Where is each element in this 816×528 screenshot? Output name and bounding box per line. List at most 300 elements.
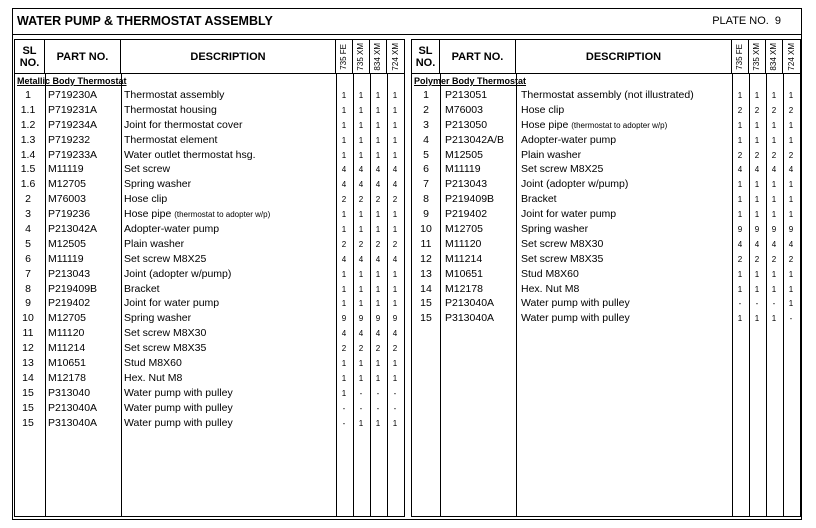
description-text: Spring washer: [521, 223, 589, 236]
qty-cell: 1: [358, 359, 364, 369]
description-text: Water pump with pulley: [521, 312, 630, 325]
part-no-cell: M76003: [48, 193, 86, 206]
part-no-cell: M12505: [48, 237, 86, 250]
qty-cell: 1: [754, 195, 760, 205]
model-header-735fe: 735 FE: [732, 40, 749, 73]
model-header-724xm: 724 XM: [390, 42, 400, 71]
part-no-cell: M11214: [445, 252, 483, 265]
qty-cell: 1: [392, 269, 398, 279]
qty-cell: 1: [771, 269, 777, 279]
qty-cell: 2: [392, 239, 398, 249]
table-row: [15, 103, 404, 118]
sl-cell: 1.4: [20, 148, 36, 161]
description-cell: [124, 402, 233, 414]
part-no-cell: P719236: [48, 208, 91, 221]
qty-cell: 4: [375, 180, 381, 190]
qty-cell: 2: [392, 344, 398, 354]
sl-cell: 11: [22, 327, 34, 340]
description-cell: [124, 342, 206, 354]
description-cell: [124, 223, 219, 235]
sl-cell: 10: [420, 223, 432, 236]
table-row: [412, 222, 800, 237]
qty-cell: 1: [771, 135, 777, 145]
qty-cell: 4: [771, 165, 777, 175]
description-header: DESCRIPTION: [121, 40, 336, 73]
table-row: [15, 177, 404, 192]
qty-cell: 1: [737, 120, 743, 130]
sl-cell: 7: [25, 267, 31, 280]
qty-cell: 4: [788, 239, 794, 249]
table-row: [15, 311, 404, 326]
qty-cell: 4: [737, 239, 743, 249]
table-row: [15, 133, 404, 148]
table-row: [412, 148, 800, 163]
sl-cell: 1.6: [20, 178, 36, 191]
table-row: [15, 148, 404, 163]
qty-cell: 1: [754, 284, 760, 294]
left-table-header: [15, 40, 404, 74]
part-no-cell: P213042A/B: [445, 133, 504, 146]
table-row: [15, 386, 404, 401]
qty-cell: 1: [788, 299, 794, 309]
qty-cell: 1: [392, 105, 398, 115]
qty-cell: -: [738, 299, 742, 309]
qty-cell: 1: [392, 91, 398, 100]
sl-cell: 1: [423, 89, 429, 101]
qty-cell: 1: [341, 150, 347, 160]
qty-cell: 1: [754, 269, 760, 279]
part-no-cell: M11119: [445, 163, 481, 176]
qty-cell: 1: [341, 225, 347, 235]
qty-cell: 1: [341, 210, 347, 220]
part-no-cell: P719231A: [48, 103, 98, 116]
qty-cell: 4: [341, 254, 347, 264]
part-no-cell: M11119: [48, 163, 84, 176]
sl-cell: 9: [25, 297, 31, 310]
section-title-metallic: Metallic Body Thermostat: [17, 76, 127, 86]
table-row: [412, 252, 800, 267]
sl-cell: 13: [22, 357, 34, 370]
part-no-header: PART NO.: [440, 40, 516, 73]
description-text: Hose pipe: [124, 208, 172, 221]
sl-cell: 1.5: [20, 163, 36, 176]
sl-cell: 14: [22, 371, 34, 384]
sl-cell: 12: [420, 252, 432, 265]
qty-cell: 4: [754, 239, 760, 249]
part-no-cell: M11214: [48, 342, 86, 355]
qty-cell: 1: [358, 284, 364, 294]
description-text: Joint (adopter w/pump): [521, 178, 629, 191]
qty-cell: -: [789, 314, 793, 324]
qty-cell: 1: [392, 299, 398, 309]
qty-cell: 1: [392, 359, 398, 369]
description-text: Water pump with pulley: [124, 401, 233, 414]
qty-cell: 1: [392, 225, 398, 235]
part-no-cell: M12705: [48, 312, 86, 325]
description-text: Thermostat assembly: [124, 89, 225, 101]
qty-cell: 1: [392, 373, 398, 383]
description-cell: [521, 178, 628, 190]
description-text: Adopter-water pump: [124, 223, 220, 236]
table-row: [15, 416, 404, 431]
qty-cell: 4: [392, 254, 398, 264]
part-no-cell: M11120: [445, 237, 482, 250]
qty-cell: 9: [392, 314, 398, 324]
sl-cell: 10: [22, 312, 34, 325]
qty-cell: 1: [754, 120, 760, 130]
qty-cell: 1: [392, 418, 398, 428]
description-cell: [124, 89, 224, 101]
qty-cell: 4: [392, 165, 398, 175]
part-no-cell: M11119: [48, 252, 84, 265]
part-no-cell: M11120: [48, 327, 85, 340]
description-text: Water pump with pulley: [521, 297, 630, 310]
qty-cell: 1: [375, 135, 381, 145]
table-row: [15, 341, 404, 356]
table-row: [412, 177, 800, 192]
plate-value: 9: [774, 15, 781, 27]
qty-cell: 1: [737, 91, 743, 100]
qty-cell: 1: [341, 269, 347, 279]
qty-cell: 4: [341, 329, 347, 339]
qty-cell: 9: [341, 314, 347, 324]
qty-cell: 1: [375, 91, 381, 100]
description-text: Hex. Nut M8: [124, 371, 183, 384]
qty-cell: 4: [737, 165, 743, 175]
qty-cell: 4: [341, 180, 347, 190]
qty-cell: 1: [737, 135, 743, 145]
qty-cell: 1: [375, 105, 381, 115]
table-row: [15, 162, 404, 177]
part-no-cell: M12178: [445, 282, 483, 295]
qty-cell: 2: [341, 344, 347, 354]
description-text: Hex. Nut M8: [521, 282, 580, 295]
qty-cell: 1: [737, 195, 743, 205]
table-row: [412, 237, 800, 252]
qty-cell: -: [772, 299, 776, 309]
description-text: Joint (adopter w/pump): [124, 267, 232, 280]
qty-cell: 1: [375, 269, 381, 279]
description-cell: [124, 297, 219, 309]
qty-cell: 1: [788, 91, 794, 100]
description-text: Set screw M8X35: [124, 342, 207, 355]
part-no-cell: P219409B: [48, 282, 98, 295]
description-text: Thermostat assembly (not illustrated): [521, 89, 694, 101]
sl-cell: 8: [25, 282, 31, 295]
qty-cell: 1: [358, 91, 364, 100]
part-no-cell: P719233A: [48, 148, 98, 161]
right-rows: [412, 88, 800, 326]
description-cell: [124, 372, 182, 384]
description-cell: [124, 104, 217, 116]
left-rows: [15, 88, 404, 430]
left-table: [14, 39, 405, 517]
qty-cell: 9: [771, 225, 777, 235]
qty-cell: 1: [737, 284, 743, 294]
description-cell: [521, 238, 603, 250]
qty-cell: -: [376, 388, 380, 398]
qty-cell: 1: [375, 225, 381, 235]
qty-cell: 1: [341, 388, 347, 398]
description-cell: [521, 89, 694, 101]
sl-cell: 9: [423, 208, 429, 221]
description-cell: [124, 119, 242, 131]
part-no-cell: P719234A: [48, 118, 98, 131]
qty-cell: 2: [358, 344, 364, 354]
qty-cell: 1: [392, 210, 398, 220]
qty-cell: 1: [737, 269, 743, 279]
table-row: [412, 162, 800, 177]
sl-cell: 3: [423, 118, 429, 131]
plate-number: [706, 15, 781, 27]
sl-cell: 15: [22, 386, 34, 399]
qty-cell: 4: [375, 254, 381, 264]
description-cell: [124, 193, 167, 205]
qty-cell: 2: [375, 195, 381, 205]
page-title: WATER PUMP & THERMOSTAT ASSEMBLY: [17, 14, 273, 28]
part-no-cell: M12178: [48, 371, 86, 384]
qty-cell: 9: [754, 225, 760, 235]
model-header-735xm: 735 XM: [749, 40, 766, 73]
qty-cell: 2: [771, 105, 777, 115]
sl-cell: 2: [25, 193, 31, 206]
part-no-cell: M12705: [48, 178, 86, 191]
table-row: [412, 88, 800, 103]
table-row: [15, 296, 404, 311]
section-title-polymer: Polymer Body Thermostat: [414, 76, 527, 86]
qty-cell: 1: [788, 269, 794, 279]
qty-cell: 1: [375, 418, 381, 428]
model-header-735fe: 735 FE: [336, 40, 353, 73]
qty-cell: 1: [392, 150, 398, 160]
sl-cell: 1.1: [20, 103, 36, 116]
qty-cell: 1: [341, 105, 347, 115]
part-no-cell: M10651: [445, 267, 483, 280]
qty-cell: 2: [771, 254, 777, 264]
description-text: Hose clip: [521, 103, 565, 116]
plate-frame: [12, 8, 802, 520]
part-no-cell: M10651: [48, 357, 86, 370]
qty-cell: 1: [771, 180, 777, 190]
description-text: Thermostat housing: [124, 103, 217, 116]
qty-cell: 2: [771, 150, 777, 160]
sl-cell: 7: [423, 178, 429, 191]
description-cell: [124, 208, 270, 220]
qty-cell: 1: [358, 150, 364, 160]
qty-cell: -: [359, 403, 363, 413]
qty-cell: 4: [358, 165, 364, 175]
part-no-cell: P213042A: [48, 223, 98, 236]
sl-cell: 6: [423, 163, 429, 176]
qty-cell: 4: [358, 254, 364, 264]
qty-cell: 1: [771, 314, 777, 324]
part-no-cell: P213040A: [445, 297, 495, 310]
qty-cell: 2: [788, 254, 794, 264]
qty-cell: 1: [754, 135, 760, 145]
right-table: [411, 39, 801, 517]
sl-cell: 15: [420, 297, 432, 310]
qty-cell: 2: [358, 195, 364, 205]
qty-cell: 9: [375, 314, 381, 324]
sl-header: SL NO.: [15, 40, 45, 73]
part-no-cell: P313040A: [445, 312, 495, 325]
qty-cell: 1: [341, 359, 347, 369]
qty-cell: 1: [341, 284, 347, 294]
table-row: [15, 252, 404, 267]
qty-cell: 9: [358, 314, 364, 324]
description-cell: [521, 223, 588, 235]
part-no-header: PART NO.: [45, 40, 121, 73]
description-cell: [124, 253, 206, 265]
description-cell: [521, 149, 581, 161]
qty-cell: 1: [754, 314, 760, 324]
model-header-724xm: 724 XM: [786, 42, 796, 71]
description-cell: [124, 178, 191, 190]
description-cell: [124, 327, 206, 339]
qty-cell: -: [359, 388, 363, 398]
part-no-cell: P313040: [48, 386, 91, 399]
description-cell: [521, 297, 630, 309]
description-cell: [124, 417, 233, 429]
description-cell: [521, 134, 616, 146]
sl-cell: 1: [25, 89, 31, 101]
plate-label: PLATE NO.: [712, 15, 769, 27]
qty-cell: 4: [358, 329, 364, 339]
qty-cell: 1: [358, 225, 364, 235]
description-cell: [521, 104, 564, 116]
qty-cell: 1: [754, 91, 760, 100]
part-no-cell: P219402: [48, 297, 91, 310]
table-row: [15, 371, 404, 386]
sl-cell: 4: [25, 223, 31, 236]
qty-cell: 1: [754, 210, 760, 220]
description-text: Hose pipe: [521, 118, 569, 131]
description-cell: [124, 268, 231, 280]
table-row: [412, 207, 800, 222]
part-no-cell: P213051: [445, 89, 488, 101]
right-table-header: [412, 40, 800, 74]
part-no-cell: M76003: [445, 103, 483, 116]
description-text: Adopter-water pump: [521, 133, 617, 146]
table-row: [15, 192, 404, 207]
sl-cell: 5: [423, 148, 429, 161]
description-text: Hose clip: [124, 193, 168, 206]
qty-cell: 2: [788, 105, 794, 115]
description-note: (thermostat to adopter w/p): [174, 210, 271, 220]
qty-cell: 1: [341, 373, 347, 383]
sl-cell: 1.3: [20, 133, 36, 146]
qty-cell: 1: [358, 299, 364, 309]
table-row: [15, 237, 404, 252]
qty-cell: 1: [771, 120, 777, 130]
sl-header: SL NO.: [412, 40, 440, 73]
sl-cell: 15: [22, 416, 34, 429]
table-row: [412, 267, 800, 282]
sl-cell: 1.2: [20, 118, 36, 131]
part-no-cell: P213050: [445, 118, 488, 131]
table-row: [15, 88, 404, 103]
qty-cell: 4: [375, 329, 381, 339]
qty-cell: 1: [358, 269, 364, 279]
qty-cell: 1: [341, 299, 347, 309]
qty-cell: 2: [392, 195, 398, 205]
qty-cell: 2: [737, 150, 743, 160]
description-cell: [521, 268, 579, 280]
qty-cell: 4: [392, 180, 398, 190]
qty-cell: 1: [788, 284, 794, 294]
qty-cell: 1: [358, 120, 364, 130]
table-row: [412, 103, 800, 118]
qty-cell: 4: [392, 329, 398, 339]
table-row: [15, 118, 404, 133]
qty-cell: 2: [341, 239, 347, 249]
qty-cell: 1: [737, 210, 743, 220]
qty-cell: 1: [358, 105, 364, 115]
sl-cell: 6: [25, 252, 31, 265]
qty-cell: 1: [341, 91, 347, 100]
qty-cell: 1: [771, 91, 777, 100]
description-cell: [521, 253, 603, 265]
table-row: [412, 118, 800, 133]
sl-cell: 12: [22, 342, 34, 355]
qty-cell: 1: [341, 135, 347, 145]
part-no-cell: M12505: [445, 148, 483, 161]
qty-cell: 1: [375, 299, 381, 309]
part-no-cell: P719232: [48, 133, 91, 146]
qty-cell: 1: [771, 284, 777, 294]
qty-cell: 2: [754, 105, 760, 115]
part-no-cell: P213040A: [48, 401, 98, 414]
table-row: [15, 222, 404, 237]
description-text: Bracket: [521, 193, 557, 206]
qty-cell: 2: [754, 254, 760, 264]
qty-cell: 2: [358, 239, 364, 249]
qty-cell: 1: [788, 135, 794, 145]
description-cell: [521, 208, 616, 220]
description-header: DESCRIPTION: [516, 40, 732, 73]
sl-cell: 2: [423, 103, 429, 116]
description-cell: [521, 283, 579, 295]
qty-cell: 1: [375, 284, 381, 294]
table-row: [412, 133, 800, 148]
description-text: Water pump with pulley: [124, 416, 233, 429]
description-text: Set screw M8X25: [521, 163, 604, 176]
qty-cell: 4: [358, 180, 364, 190]
sl-cell: 15: [420, 312, 432, 325]
qty-cell: 4: [754, 165, 760, 175]
qty-cell: 9: [788, 225, 794, 235]
qty-cell: 1: [375, 150, 381, 160]
qty-cell: -: [342, 418, 346, 428]
qty-cell: 1: [341, 120, 347, 130]
qty-cell: 4: [771, 239, 777, 249]
model-header-735xm: 735 XM: [353, 40, 370, 73]
description-text: Plain washer: [124, 237, 185, 250]
sl-cell: 13: [420, 267, 432, 280]
description-text: Set screw M8X35: [521, 252, 604, 265]
description-cell: [124, 134, 217, 146]
description-cell: [124, 387, 233, 399]
qty-cell: -: [393, 403, 397, 413]
qty-cell: 1: [375, 210, 381, 220]
description-cell: [124, 238, 184, 250]
qty-cell: 1: [375, 373, 381, 383]
sl-cell: 15: [22, 401, 34, 414]
qty-cell: 1: [788, 180, 794, 190]
qty-cell: 2: [341, 195, 347, 205]
description-text: Plain washer: [521, 148, 582, 161]
description-text: Set screw M8X25: [124, 252, 207, 265]
